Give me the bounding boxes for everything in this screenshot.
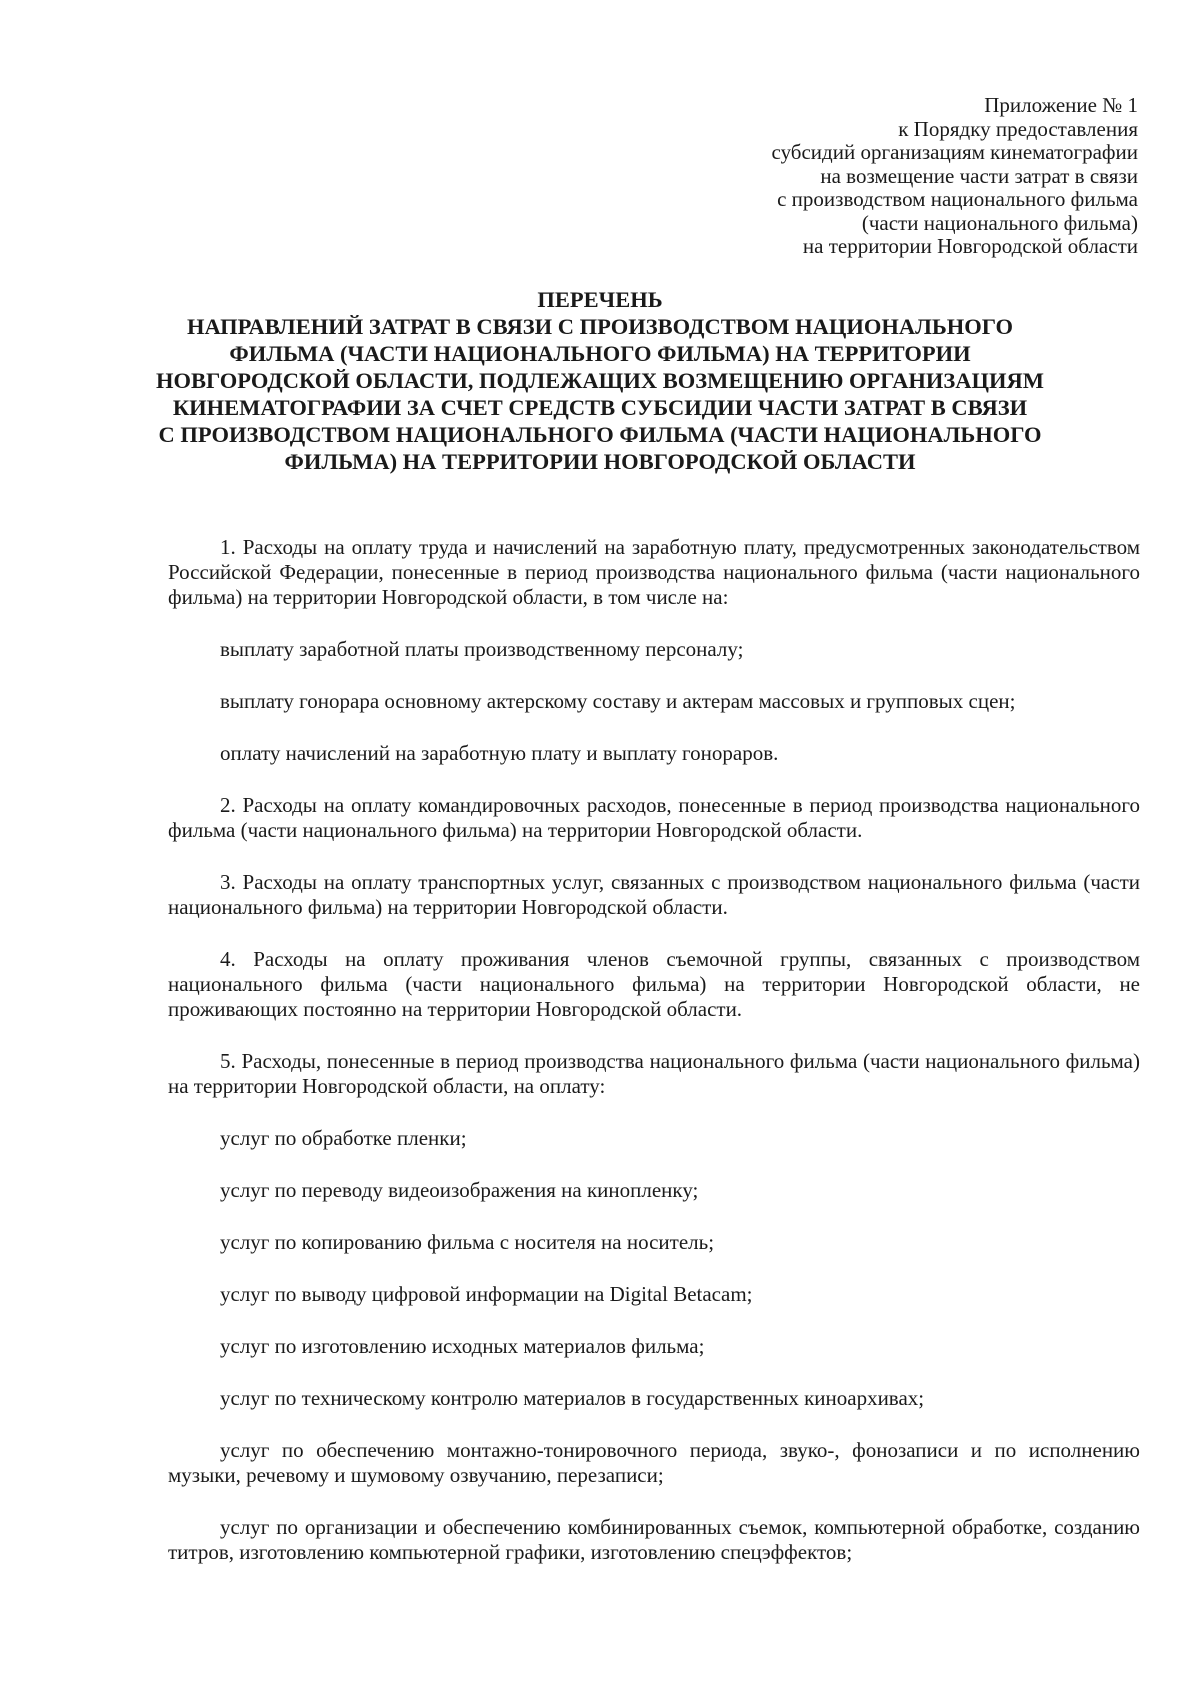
- title-line: С ПРОИЗВОДСТВОМ НАЦИОНАЛЬНОГО ФИЛЬМА (ЧАСТИ НАЦИОНАЛЬНОГО: [158, 422, 1042, 447]
- paragraph-item-5: 5. Расходы, понесенные в период производства национального фильма (части национального фильма) на территории Новгородской области, на оплату:: [168, 1049, 1140, 1098]
- title-line: КИНЕМАТОГРАФИИ ЗА СЧЕТ СРЕДСТВ СУБСИДИИ ЧАСТИ ЗАТРАТ В СВЯЗИ: [172, 395, 1028, 420]
- title-line: НОВГОРОДСКОЙ ОБЛАСТИ, ПОДЛЕЖАЩИХ ВОЗМЕЩЕНИЮ ОРГАНИЗАЦИЯМ: [155, 368, 1045, 393]
- appendix-line: с производством национального фильма: [777, 187, 1138, 211]
- paragraph-item-1: 1. Расходы на оплату труда и начислений на заработную плату, предусмотренных законодательством Российской Федерации, понесенные в период производства национального фильма (части национального фильма) на территории Новгородской области, в том числе на:: [168, 535, 1140, 609]
- appendix-line: на территории Новгородской области: [802, 234, 1138, 258]
- title-line: ПЕРЕЧЕНЬ: [537, 287, 663, 312]
- paragraph-subitem: услуг по техническому контролю материалов в государственных киноархивах;: [220, 1386, 925, 1410]
- paragraph-subitem: услуг по организации и обеспечению комбинированных съемок, компьютерной обработке, созданию титров, изготовлению компьютерной графики, изготовлению спецэффектов;: [168, 1515, 1140, 1564]
- paragraph-item-2: 2. Расходы на оплату командировочных расходов, понесенные в период производства национального фильма (части национального фильма) на территории Новгородской области.: [168, 793, 1140, 842]
- paragraph-subitem: выплату гонорара основному актерскому составу и актерам массовых и групповых сцен;: [220, 689, 1016, 713]
- paragraph-subitem: оплату начислений на заработную плату и выплату гонораров.: [220, 741, 779, 765]
- paragraph-subitem: услуг по выводу цифровой информации на Digital Betacam;: [220, 1282, 753, 1306]
- paragraph-subitem: выплату заработной платы производственному персоналу;: [220, 637, 744, 661]
- paragraph-subitem: услуг по обработке пленки;: [220, 1126, 467, 1150]
- paragraph-subitem: услуг по копированию фильма с носителя на носитель;: [220, 1230, 715, 1254]
- appendix-line: к Порядку предоставления: [898, 116, 1138, 141]
- appendix-line: Приложение № 1: [984, 93, 1138, 117]
- paragraph-item-3: 3. Расходы на оплату транспортных услуг, связанных с производством национального фильма (части национального фильма) на территории Новгородской области.: [168, 870, 1140, 919]
- title-line: НАПРАВЛЕНИЙ ЗАТРАТ В СВЯЗИ С ПРОИЗВОДСТВОМ НАЦИОНАЛЬНОГО: [186, 314, 1014, 339]
- paragraph-subitem: услуг по переводу видеоизображения на кинопленку;: [220, 1178, 699, 1202]
- paragraph-subitem: услуг по изготовлению исходных материалов фильма;: [220, 1334, 705, 1358]
- paragraph-item-4: 4. Расходы на оплату проживания членов съемочной группы, связанных с производством национального фильма (части национального фильма) на территории Новгородской области, не проживающих постоянно на территории Новгородской области.: [168, 947, 1140, 1021]
- appendix-reference: [618, 94, 1138, 259]
- appendix-line: на возмещение части затрат в связи: [820, 163, 1138, 188]
- appendix-line: субсидий организациям кинематографии: [771, 140, 1138, 164]
- appendix-line: (части национального фильма): [861, 210, 1138, 235]
- paragraph-subitem: услуг по обеспечению монтажно-тонировочного периода, звуко-, фонозаписи и по исполнению музыки, речевому и шумовому озвучанию, перезаписи;: [168, 1438, 1140, 1487]
- title-line: ФИЛЬМА) НА ТЕРРИТОРИИ НОВГОРОДСКОЙ ОБЛАСТИ: [284, 449, 916, 474]
- document-title: [130, 286, 1070, 475]
- title-line: ФИЛЬМА (ЧАСТИ НАЦИОНАЛЬНОГО ФИЛЬМА) НА ТЕРРИТОРИИ: [229, 341, 971, 366]
- document-body: [168, 535, 1140, 1565]
